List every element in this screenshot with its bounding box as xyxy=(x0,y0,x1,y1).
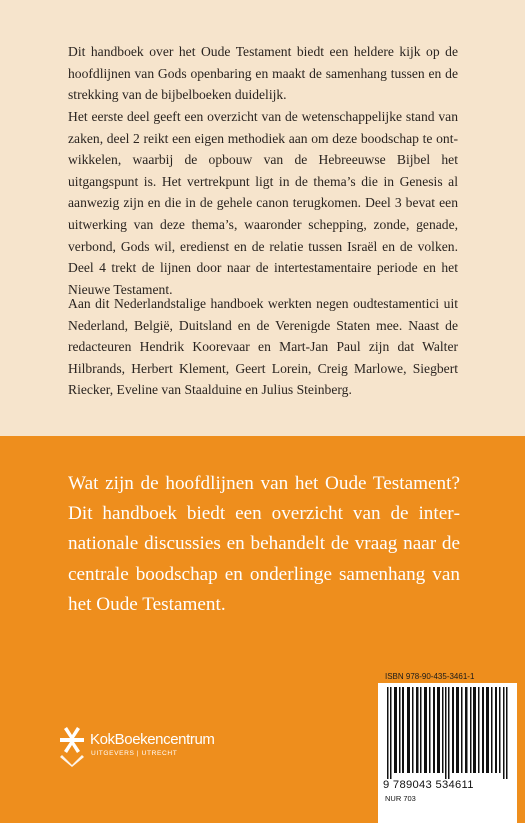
barcode-icon xyxy=(385,687,509,779)
publisher-name: KokBoekencentrum xyxy=(90,731,215,748)
description-paragraph-2: Het eerste deel geeft een overzicht van de wetenschappelijke stand van zaken, deel 2 reikt een eigen methodiek aan om deze boodschap te ontwikkelen, waarbij de opbouw van de Hebreeuwse Bijbel het uitgangspunt is. Het vertrekpunt ligt in de thema’s die in Genesis al aanwezig zijn en die in de gehele canon terugkomen. Deel 3 bevat een uitwerking van deze thema’s, waaronder schepping, zonde, genade, verbond, Gods wil, eredienst en de relatie tussen Israël en de volken. Deel 4 trekt de lijnen door naar de intertestamentaire periode en het Nieuwe Testament. xyxy=(68,109,458,297)
isbn-label: ISBN 978-90-435-3461-1 xyxy=(385,672,475,681)
kok-star-logo-icon xyxy=(58,725,86,767)
barcode-panel xyxy=(378,683,517,823)
description-paragraph-1: Dit handboek over het Oude Testament biedt een heldere kijk op de hoofdlijnen van Gods openbaring en maakt de samenhang tussen en de strekking van de bijbelboeken duidelijk. xyxy=(68,44,458,103)
contributors-paragraph: Aan dit Nederlandstalige handboek werkten negen oudtestamentici uit Nederland, België, Duitsland en de Verenigde Staten mee. Naast de redacteuren Hendrik Koorevaar en Mart-Jan Paul zijn dat Walter Hilbrands, Herbert Klement, Geert Lorein, Creig Marlowe, Siegbert Riecker, Eveline van Staalduine en Julius Steinberg. xyxy=(68,296,458,398)
publisher-logo xyxy=(58,725,258,769)
publisher-subtitle: UITGEVERS | UTRECHT xyxy=(91,750,178,757)
nur-code: NUR 703 xyxy=(385,794,416,803)
barcode-digits: 9 789043 534611 xyxy=(383,779,474,791)
blurb-text: Wat zijn de hoofdlijnen van het Oude Testament? Dit handboek biedt een overzicht van de internationale discussies en behandelt de vraag naar de centrale boodschap en onderlinge samenhang van het Oude Testament. xyxy=(68,473,460,615)
